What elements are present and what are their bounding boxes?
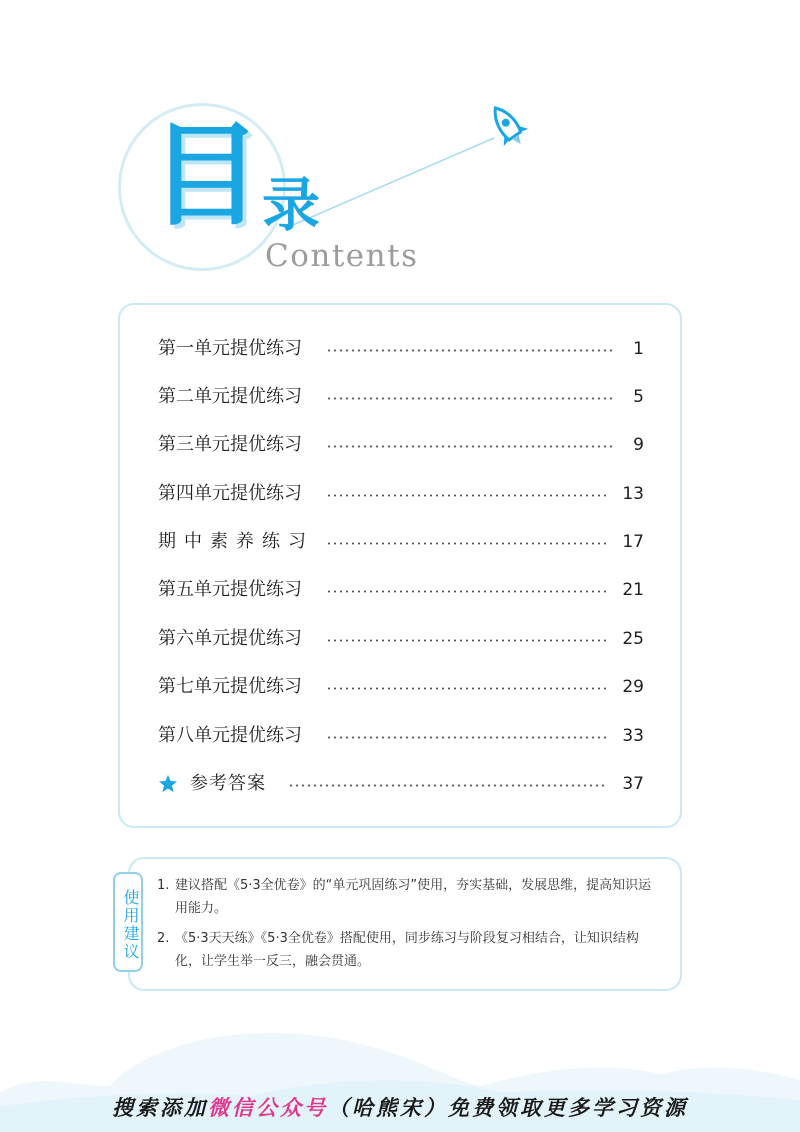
- toc-leader-dots: [326, 397, 616, 400]
- title-char-mu: 目: [150, 111, 262, 241]
- toc-item-title: 第五单元提优练习: [158, 579, 302, 600]
- toc-item-title: 第四单元提优练习: [158, 483, 302, 504]
- toc-item-page: 1: [633, 339, 644, 359]
- toc-item[interactable]: [158, 721, 644, 751]
- toc-leader-dots: [326, 349, 616, 352]
- toc-item[interactable]: [158, 430, 644, 460]
- toc-item-page: 13: [622, 484, 644, 504]
- toc-item-title: 期中素养练习: [158, 531, 314, 552]
- toc-item[interactable]: [158, 672, 644, 702]
- toc-item-page: 5: [633, 387, 644, 407]
- title-char-lu: 录: [262, 171, 321, 239]
- toc-item[interactable]: [158, 334, 644, 364]
- toc-item[interactable]: [158, 624, 644, 654]
- footer-part3: 免费领取更多学习资源: [448, 1095, 688, 1120]
- toc-leader-dots: [326, 542, 608, 545]
- toc-item-answers[interactable]: [158, 769, 644, 799]
- toc-item-title: 第六单元提优练习: [158, 628, 302, 649]
- suggestion-number: 2.: [157, 931, 170, 946]
- toc-item-page: 17: [622, 532, 644, 552]
- toc-item-page: 33: [622, 726, 644, 746]
- footer-part2: （哈熊宋）: [328, 1095, 448, 1120]
- toc-item[interactable]: [158, 382, 644, 412]
- footer-part1: 搜索添加: [112, 1095, 208, 1120]
- footer-promo: [0, 1090, 800, 1126]
- toc-item[interactable]: [158, 527, 644, 557]
- toc-item-title: 第二单元提优练习: [158, 386, 302, 407]
- toc-leader-dots: [326, 639, 608, 642]
- toc-item-page: 21: [622, 580, 644, 600]
- toc-item-title: 第八单元提优练习: [158, 725, 302, 746]
- rocket-icon: [483, 99, 533, 152]
- subtitle: Contents: [265, 238, 419, 274]
- toc-leader-dots: [326, 445, 616, 448]
- toc-leader-dots: [326, 590, 608, 593]
- suggestion-number: 1.: [157, 878, 170, 893]
- toc-leader-dots: [326, 736, 608, 739]
- suggestion-label: 使用建议: [113, 872, 143, 972]
- suggestion-text: 《5·3天天练》《5·3全优卷》搭配使用，同步练习与阶段复习相结合，让知识结构化，让学生举一反三，融会贯通。: [175, 931, 639, 969]
- star-icon: [158, 774, 178, 794]
- toc-item-title: 第七单元提优练习: [158, 676, 302, 697]
- toc-item-page: 37: [622, 774, 644, 794]
- toc-item-page: 29: [622, 677, 644, 697]
- footer-highlight: 微信公众号: [208, 1095, 328, 1120]
- suggestion-text: 建议搭配《5·3全优卷》的“单元巩固练习”使用，夯实基础，发展思维，提高知识运用能力。: [175, 878, 652, 916]
- toc-leader-dots: [288, 784, 608, 787]
- toc-item-title: 第三单元提优练习: [158, 434, 302, 455]
- toc-item[interactable]: [158, 479, 644, 509]
- toc-leader-dots: [326, 687, 608, 690]
- toc-item-title: 参考答案: [190, 773, 266, 794]
- toc-item[interactable]: [158, 575, 644, 605]
- toc-item-page: 25: [622, 629, 644, 649]
- toc-item-page: 9: [633, 435, 644, 455]
- header: [0, 0, 800, 300]
- toc-leader-dots: [326, 494, 608, 497]
- toc-item-title: 第一单元提优练习: [158, 338, 302, 359]
